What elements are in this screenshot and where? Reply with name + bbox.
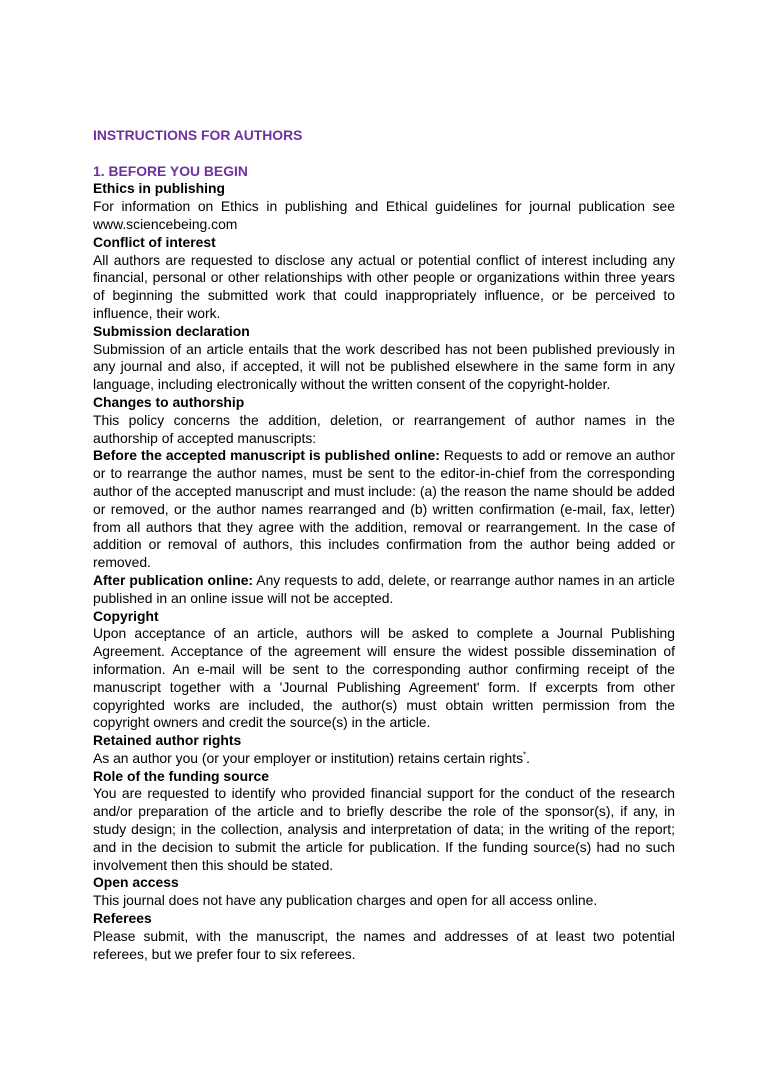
footnote-marker: * (523, 750, 527, 760)
funding-text: You are requested to identify who provided financial support for the conduct of the research and/or preparation of the article and to briefly describe the role of the sponsor(s), if any, in study design; in the collection, analysis and interpretation of data; in the writing of the report; and in the decision to submit the article for publication. If the funding source(s) had no such involvement then this should be stated. (93, 785, 675, 873)
open-access-heading: Open access (93, 874, 179, 891)
funding-heading: Role of the funding source (93, 767, 269, 784)
authorship-after-paragraph (93, 572, 675, 608)
submission-text: Submission of an article entails that the work described has not been published previously in any journal and also, if accepted, it will not be published elsewhere in the same form in any language, including electronically without the written consent of the copyright-holder. (93, 340, 675, 393)
retained-end: . (526, 749, 531, 766)
document-page (93, 127, 675, 963)
authorship-after-lead: After publication online: (93, 571, 254, 588)
section-title: 1. BEFORE YOU BEGIN (93, 162, 248, 179)
ethics-heading: Ethics in publishing (93, 180, 225, 197)
conflict-heading: Conflict of interest (93, 233, 216, 250)
retained-paragraph (93, 750, 675, 768)
open-access-text: This journal does not have any publication charges and open for all access online. (93, 892, 598, 909)
conflict-text: All authors are requested to disclose any actual or potential conflict of interest including any financial, personal or other relationships with other people or organizations within three years of beginning the submitted work that could inappropriately influence, or be perceived to influence, their work. (93, 251, 675, 321)
authorship-before-lead: Before the accepted manuscript is published online: (93, 447, 440, 464)
authorship-before-text: Requests to add or remove an author or to rearrange the author names, must be sent to the editor-in-chief from the corresponding author of the accepted manuscript and must include: (a) the reason the name should be added or removed, or the author names rearranged and (b) written confirmation (e-mail, fax, letter) from all authors that they agree with the addition, removal or rearrangement. In the case of addition or removal of authors, this includes confirmation from the author being added or removed. (93, 447, 675, 571)
copyright-text: Upon acceptance of an article, authors will be asked to complete a Journal Publishing Agreement. Acceptance of the agreement will ensure the widest possible dissemination of information. An e-mail will be sent to the corresponding author confirming receipt of the manuscript together with a 'Journal Publishing Agreement' form. If excerpts from other copyrighted works are included, the author(s) must obtain written permission from the copyright owners and credit the source(s) in the article. (93, 625, 675, 731)
retained-text: As an author you (or your employer or institution) retains certain rights (93, 749, 524, 766)
retained-heading: Retained author rights (93, 732, 242, 749)
authorship-text: This policy concerns the addition, deletion, or rearrangement of author names in the authorship of accepted manuscripts: (93, 411, 675, 446)
referees-heading: Referees (93, 910, 152, 927)
authorship-heading: Changes to authorship (93, 393, 245, 410)
authorship-after-text: Any requests to add, delete, or rearrange author names in an article published in an online issue will not be accepted. (93, 571, 675, 606)
authorship-before-paragraph (93, 447, 675, 572)
submission-heading: Submission declaration (93, 322, 250, 339)
ethics-text: For information on Ethics in publishing and Ethical guidelines for journal publication see www.sciencebeing.com (93, 198, 675, 232)
document-title: INSTRUCTIONS FOR AUTHORS (93, 127, 303, 143)
copyright-heading: Copyright (93, 607, 159, 624)
referees-text: Please submit, with the manuscript, the names and addresses of at least two potential referees, but we prefer four to six referees. (93, 927, 675, 962)
